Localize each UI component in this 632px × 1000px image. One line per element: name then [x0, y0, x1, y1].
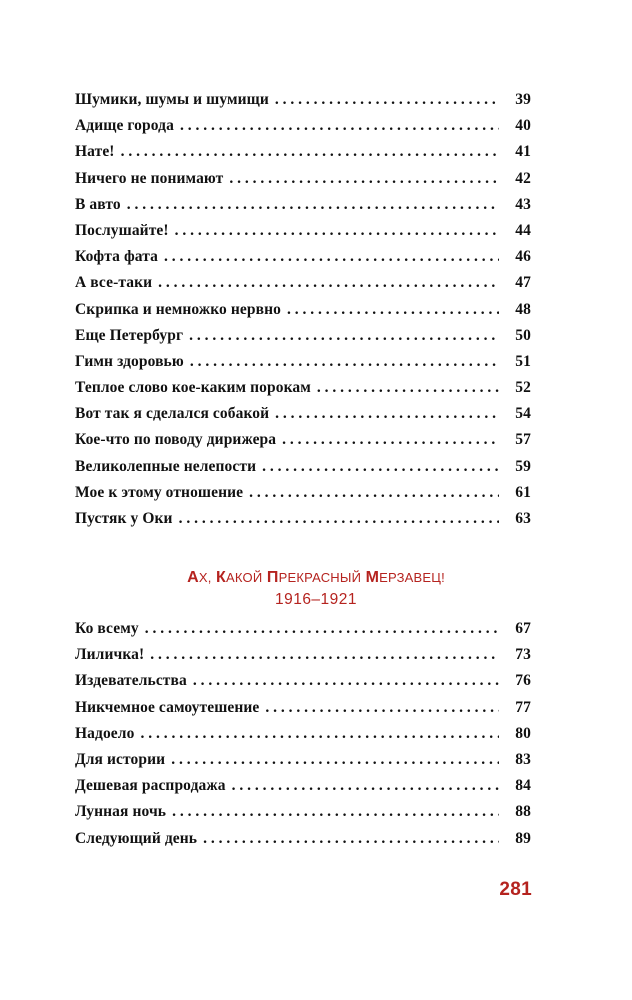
- toc-entry: [75, 803, 531, 829]
- section-title-word-rest: РЕКРАСНЫЙ: [278, 570, 362, 585]
- dot-leader: [265, 699, 499, 717]
- toc-entry-title: Шумики, шумы и шумищи: [75, 91, 269, 108]
- toc-entry-title: Теплое слово кое-каким порокам: [75, 379, 311, 397]
- dot-leader: [275, 405, 499, 423]
- toc-entry: [75, 222, 531, 248]
- dot-leader: [189, 327, 499, 345]
- toc-entry-title: Великолепные нелепости: [75, 457, 257, 475]
- toc-entry-title: Кое-что по поводу дирижера: [75, 431, 277, 449]
- toc-entry-title: Никчемное самоутешение: [75, 698, 260, 716]
- toc-entry-title: Гимн здоровью: [75, 352, 184, 370]
- toc-entry-title: Ко всему: [75, 620, 139, 637]
- toc-entry: [75, 143, 531, 169]
- dot-leader: [193, 672, 499, 690]
- toc-list-part-2: [75, 620, 531, 856]
- toc-entry-page: 84: [515, 777, 531, 795]
- section-title-word-rest: ЕРЗАВЕЦ!: [379, 570, 445, 585]
- toc-list-part-1: [75, 91, 531, 536]
- toc-entry-page: 83: [515, 750, 531, 768]
- toc-entry-page: 48: [515, 300, 531, 318]
- dot-leader: [282, 431, 499, 449]
- toc-entry: [75, 170, 531, 196]
- toc-entry-page: 88: [515, 803, 531, 821]
- toc-entry-title: Скрипка и немножко нервно: [75, 300, 281, 318]
- toc-entry-page: 59: [515, 457, 531, 475]
- toc-entry: [75, 751, 531, 777]
- dot-leader: [249, 484, 499, 502]
- dot-leader: [262, 458, 499, 476]
- toc-entry: [75, 405, 531, 431]
- toc-entry-title: Мое к этому отношение: [75, 483, 244, 501]
- dot-leader: [171, 751, 499, 769]
- toc-entry-page: 43: [515, 195, 531, 213]
- toc-entry: [75, 353, 531, 379]
- dot-leader: [287, 301, 499, 319]
- section-years: 1916–1921: [274, 591, 358, 608]
- toc-entry-title: Пустяк у Оки: [75, 510, 173, 527]
- dot-leader: [145, 620, 499, 638]
- toc-entry-page: 41: [515, 143, 531, 161]
- toc-entry-title: Кофта фата: [75, 248, 158, 266]
- toc-entry-page: 57: [515, 431, 531, 449]
- toc-entry: [75, 379, 531, 405]
- toc-entry: [75, 431, 531, 457]
- dot-leader: [172, 803, 499, 821]
- toc-entry-title: Еще Петербург: [75, 326, 184, 344]
- toc-entry-title: Для истории: [75, 750, 166, 768]
- toc-entry-page: 67: [515, 620, 531, 637]
- toc-entry: [75, 117, 531, 143]
- dot-leader: [190, 353, 499, 371]
- dot-leader: [164, 248, 499, 266]
- toc-entry: [75, 725, 531, 751]
- toc-entry-title: Издевательства: [75, 672, 187, 690]
- dot-leader: [127, 196, 499, 214]
- toc-entry: [75, 830, 531, 856]
- toc-entry-page: 52: [515, 379, 531, 397]
- section-title-initial: А: [187, 569, 199, 586]
- toc-entry-page: 80: [515, 724, 531, 742]
- toc-entry-page: 46: [515, 248, 531, 266]
- dot-leader: [158, 274, 499, 292]
- toc-entry: [75, 458, 531, 484]
- toc-entry-title: Послушайте!: [75, 221, 169, 239]
- dot-leader: [317, 379, 499, 397]
- page-number: 281: [499, 879, 532, 900]
- toc-entry: [75, 301, 531, 327]
- toc-entry: [75, 510, 531, 536]
- toc-entry-page: 40: [515, 117, 531, 135]
- dot-leader: [229, 170, 499, 188]
- toc-entry-title: Надоело: [75, 724, 135, 742]
- toc-entry-title: Лунная ночь: [75, 803, 167, 821]
- toc-entry-title: Вот так я сделался собакой: [75, 405, 270, 423]
- toc-entry-title: Адище города: [75, 117, 174, 135]
- toc-entry-page: 54: [515, 405, 531, 423]
- toc-entry-page: 89: [515, 829, 531, 847]
- dot-leader: [175, 222, 499, 240]
- toc-entry: [75, 196, 531, 222]
- toc-entry-title: Лиличка!: [75, 646, 145, 664]
- toc-entry-page: 42: [515, 169, 531, 187]
- toc-entry-page: 77: [515, 698, 531, 716]
- toc-entry-page: 61: [515, 483, 531, 501]
- toc-entry-page: 63: [515, 510, 531, 527]
- toc-entry: [75, 620, 531, 646]
- toc-entry-page: 73: [515, 646, 531, 664]
- toc-entry-title: Ничего не понимают: [75, 169, 224, 187]
- toc-entry-title: Дешевая распродажа: [75, 777, 226, 795]
- toc-entry: [75, 91, 531, 117]
- toc-entry-title: Следующий день: [75, 829, 198, 847]
- toc-entry: [75, 777, 531, 803]
- section-title-initial: М: [365, 569, 380, 586]
- dot-leader: [180, 117, 499, 135]
- toc-entry-page: 50: [515, 326, 531, 344]
- toc-entry: [75, 327, 531, 353]
- toc-entry: [75, 484, 531, 510]
- dot-leader: [179, 510, 499, 528]
- dot-leader: [140, 725, 499, 743]
- toc-entry: [75, 274, 531, 300]
- toc-entry: [75, 248, 531, 274]
- section-title-initial: К: [216, 569, 227, 586]
- toc-entry-page: 39: [515, 91, 531, 108]
- section-title-initial: П: [266, 569, 279, 586]
- dot-leader: [203, 830, 499, 848]
- toc-entry-title: А все-таки: [75, 274, 153, 292]
- toc-entry-title: В авто: [75, 195, 121, 213]
- section-heading: [0, 567, 632, 611]
- section-title-word-rest: Х,: [198, 570, 212, 585]
- toc-entry: [75, 672, 531, 698]
- dot-leader: [150, 646, 499, 664]
- dot-leader: [121, 143, 499, 161]
- toc-entry-page: 44: [515, 221, 531, 239]
- toc-entry-page: 76: [515, 672, 531, 690]
- section-title-word-rest: АКОЙ: [226, 570, 263, 585]
- section-title: [0, 567, 632, 589]
- toc-entry-title: Нате!: [75, 143, 115, 161]
- dot-leader: [275, 91, 499, 109]
- toc-entry-page: 51: [515, 352, 531, 370]
- toc-entry: [75, 646, 531, 672]
- toc-entry-page: 47: [515, 274, 531, 292]
- dot-leader: [232, 777, 499, 795]
- toc-entry: [75, 699, 531, 725]
